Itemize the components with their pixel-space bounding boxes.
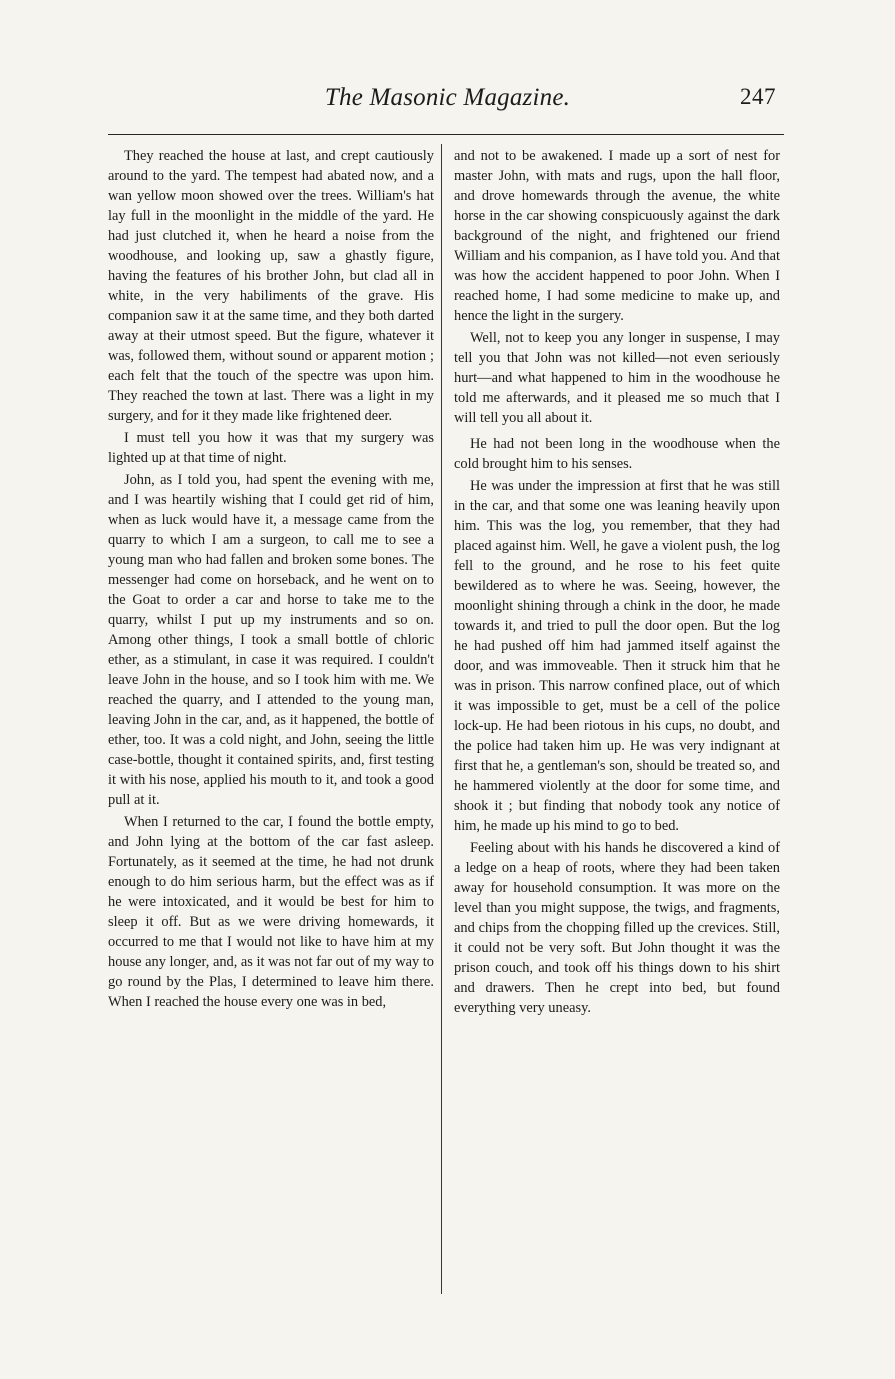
magazine-title: The Masonic Magazine. [324,84,571,111]
right-column [454,146,780,1020]
paragraph: He had not been long in the woodhouse when the cold brought him to his senses. [454,436,780,472]
header-rule [108,134,784,135]
paragraph: When I returned to the car, I found the bottle empty, and John lying at the bottom of the car fast asleep. Fortunately, as it seemed at the time, he had not drunk enough to do him serious harm, but the effect was as if he were intoxicated, and it would be best for him to sleep it off. But as we were driving homewards, it occurred to me that I would not like to have him at my house any longer, and, as it was not far out of my way to go round by the Plas, I determined to leave him there. When I reached the house every one was in bed, [108,814,434,1010]
paragraph: They reached the house at last, and crept cautiously around to the yard. The tempest had abated now, and a wan yellow moon showed over the trees. William's hat lay full in the moonlight in the middle of the yard. He had just clutched it, when he heard a noise from the woodhouse, and looking up, saw a ghastly figure, having the features of his brother John, but clad all in white, in the very habiliments of the grave. His companion saw it at the same time, and they both darted away at their utmost speed. But the figure, whatever it was, followed them, without sound or apparent motion ; each felt that the touch of the spectre was upon him. They reached the town at last. There was a light in my surgery, and for it they made like frightened deer. [108,148,434,424]
column-divider [441,144,442,1294]
paragraph: Feeling about with his hands he discovered a kind of a ledge on a heap of roots, where they had been taken away for household consumption. It was more on the level than you might suppose, the twigs, and fragments, and chips from the chopping filled up the crevices. Still, it could not be very soft. But John thought it was the prison couch, and took off his things down to his shirt and drawers. Then he crept into bed, but found everything very uneasy. [454,840,780,1016]
paragraph: John, as I told you, had spent the evening with me, and I was heartily wishing that I could get rid of him, when as luck would have it, a message came from the quarry to which I am a surgeon, to call me to see a young man who had fallen and broken some bones. The messenger had come on horseback, and he went on to the Goat to order a car and horse to take me to the quarry, whilst I put up my instruments and so on. Among other things, I took a small bottle of chloric ether, as a stimulant, in case it was required. I couldn't leave John in the house, and so I took him with me. We reached the quarry, and I attended to the young man, leaving John in the car, and, as it happened, the bottle of ether, too. It was a cold night, and John, seeing the little case-bottle, thought it contained spirits, and, first testing it with his nose, applied his mouth to it, and took a good pull at it. [108,472,434,808]
paragraph: and not to be awakened. I made up a sort of nest for master John, with mats and rugs, upon the hall floor, and drove homewards through the avenue, the white horse in the car showing conspicuously against the dark background of the night, and frightened our friend William and his companion, as I have told you. And that was how the accident happened to poor John. When I reached home, I had some medicine to make up, and hence the light in the surgery. [454,148,780,324]
paragraph: He was under the impression at first that he was still in the car, and that some one was leaning heavily upon him. This was the log, you remember, that they had placed against him. Well, he gave a violent push, the log fell to the ground, and he rose to his feet quite bewildered as to where he was. Seeing, however, the moonlight shining through a chink in the door, he made towards it, and tried to pull the door open. But the log he had pushed off him had jammed itself against the door, and was immoveable. Then it struck him that he was in prison. This narrow confined place, out of which it was impossible to get, must be a cell of the police lock-up. He had been riotous in his cups, no doubt, and the police had taken him up. He was very indignant at first that he, a gentleman's son, should be treated so, and he hammered violently at the door for some time, and shook it ; but finding that nobody took any notice of him, he made up his mind to go to bed. [454,478,780,834]
paragraph: I must tell you how it was that my surgery was lighted up at that time of night. [108,430,434,466]
page-header [0,84,895,118]
paragraph: Well, not to keep you any longer in suspense, I may tell you that John was not killed—not even seriously hurt—and what happened to him in the woodhouse he told me afterwards, and it pleased me so much that I will tell you all about it. [454,330,780,426]
page-number: 247 [740,84,776,109]
left-column [108,146,434,1014]
